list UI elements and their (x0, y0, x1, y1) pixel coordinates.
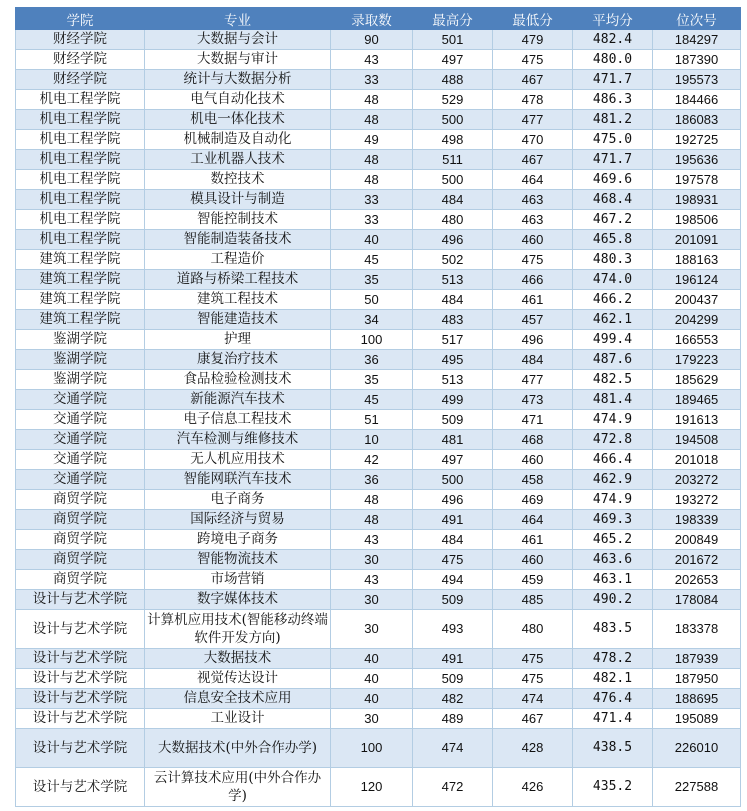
header-rank: 位次号 (653, 8, 741, 30)
cell-rank: 195636 (653, 150, 741, 170)
cell-admitted: 10 (331, 430, 413, 450)
cell-rank: 197578 (653, 170, 741, 190)
cell-min-score: 460 (493, 450, 573, 470)
cell-major: 市场营销 (145, 570, 331, 590)
cell-college: 设计与艺术学院 (16, 590, 145, 610)
cell-avg-score: 468.4 (573, 190, 653, 210)
cell-max-score: 500 (413, 170, 493, 190)
cell-college: 机电工程学院 (16, 170, 145, 190)
cell-major: 智能物流技术 (145, 550, 331, 570)
cell-min-score: 464 (493, 170, 573, 190)
cell-max-score: 483 (413, 310, 493, 330)
cell-admitted: 30 (331, 610, 413, 649)
cell-min-score: 485 (493, 590, 573, 610)
table-row (16, 669, 741, 689)
cell-min-score: 467 (493, 70, 573, 90)
cell-max-score: 498 (413, 130, 493, 150)
cell-major: 大数据与会计 (145, 30, 331, 50)
cell-max-score: 501 (413, 30, 493, 50)
cell-min-score: 426 (493, 768, 573, 807)
cell-avg-score: 435.2 (573, 768, 653, 807)
cell-min-score: 475 (493, 250, 573, 270)
cell-college: 交通学院 (16, 430, 145, 450)
cell-admitted: 48 (331, 170, 413, 190)
cell-avg-score: 490.2 (573, 590, 653, 610)
cell-college: 设计与艺术学院 (16, 768, 145, 807)
table-row (16, 729, 741, 768)
cell-college: 鉴湖学院 (16, 350, 145, 370)
cell-college: 财经学院 (16, 70, 145, 90)
cell-avg-score: 476.4 (573, 689, 653, 709)
cell-admitted: 90 (331, 30, 413, 50)
table-row (16, 390, 741, 410)
cell-max-score: 484 (413, 530, 493, 550)
cell-major: 大数据技术(中外合作办学) (145, 729, 331, 768)
cell-avg-score: 480.0 (573, 50, 653, 70)
cell-avg-score: 469.3 (573, 510, 653, 530)
cell-admitted: 50 (331, 290, 413, 310)
cell-major: 数控技术 (145, 170, 331, 190)
cell-max-score: 511 (413, 150, 493, 170)
cell-avg-score: 469.6 (573, 170, 653, 190)
cell-admitted: 42 (331, 450, 413, 470)
cell-min-score: 467 (493, 150, 573, 170)
cell-max-score: 517 (413, 330, 493, 350)
cell-major: 智能控制技术 (145, 210, 331, 230)
cell-major: 电子信息工程技术 (145, 410, 331, 430)
cell-college: 建筑工程学院 (16, 290, 145, 310)
cell-major: 工业设计 (145, 709, 331, 729)
cell-rank: 191613 (653, 410, 741, 430)
cell-rank: 195573 (653, 70, 741, 90)
cell-admitted: 36 (331, 470, 413, 490)
cell-admitted: 40 (331, 230, 413, 250)
cell-major: 电子商务 (145, 490, 331, 510)
cell-max-score: 475 (413, 550, 493, 570)
cell-max-score: 484 (413, 290, 493, 310)
cell-college: 交通学院 (16, 390, 145, 410)
table-row (16, 210, 741, 230)
cell-major: 工业机器人技术 (145, 150, 331, 170)
cell-admitted: 34 (331, 310, 413, 330)
cell-admitted: 40 (331, 689, 413, 709)
cell-major: 跨境电子商务 (145, 530, 331, 550)
cell-college: 商贸学院 (16, 530, 145, 550)
cell-admitted: 120 (331, 768, 413, 807)
cell-admitted: 43 (331, 530, 413, 550)
cell-rank: 187939 (653, 649, 741, 669)
cell-min-score: 479 (493, 30, 573, 50)
cell-max-score: 482 (413, 689, 493, 709)
cell-min-score: 477 (493, 110, 573, 130)
cell-college: 鉴湖学院 (16, 370, 145, 390)
table-row (16, 30, 741, 50)
cell-major: 机械制造及自动化 (145, 130, 331, 150)
cell-admitted: 51 (331, 410, 413, 430)
cell-min-score: 463 (493, 210, 573, 230)
cell-avg-score: 482.5 (573, 370, 653, 390)
cell-avg-score: 465.8 (573, 230, 653, 250)
cell-admitted: 43 (331, 50, 413, 70)
cell-max-score: 499 (413, 390, 493, 410)
cell-admitted: 45 (331, 250, 413, 270)
table-row (16, 430, 741, 450)
cell-avg-score: 462.1 (573, 310, 653, 330)
header-admitted: 录取数 (331, 8, 413, 30)
cell-college: 商贸学院 (16, 510, 145, 530)
cell-avg-score: 499.4 (573, 330, 653, 350)
cell-min-score: 473 (493, 390, 573, 410)
table-row (16, 410, 741, 430)
cell-min-score: 480 (493, 610, 573, 649)
cell-max-score: 502 (413, 250, 493, 270)
admission-score-table (15, 7, 741, 807)
cell-avg-score: 471.7 (573, 70, 653, 90)
cell-rank: 188695 (653, 689, 741, 709)
cell-admitted: 40 (331, 649, 413, 669)
cell-max-score: 474 (413, 729, 493, 768)
cell-min-score: 484 (493, 350, 573, 370)
table-row (16, 130, 741, 150)
cell-college: 机电工程学院 (16, 130, 145, 150)
cell-college: 机电工程学院 (16, 110, 145, 130)
cell-min-score: 477 (493, 370, 573, 390)
cell-rank: 198506 (653, 210, 741, 230)
cell-min-score: 467 (493, 709, 573, 729)
cell-college: 建筑工程学院 (16, 270, 145, 290)
cell-college: 设计与艺术学院 (16, 669, 145, 689)
cell-rank: 187390 (653, 50, 741, 70)
cell-admitted: 35 (331, 370, 413, 390)
table-row (16, 230, 741, 250)
cell-college: 设计与艺术学院 (16, 610, 145, 649)
cell-min-score: 428 (493, 729, 573, 768)
cell-college: 财经学院 (16, 50, 145, 70)
cell-rank: 201018 (653, 450, 741, 470)
cell-college: 设计与艺术学院 (16, 689, 145, 709)
cell-rank: 189465 (653, 390, 741, 410)
cell-major: 云计算技术应用(中外合作办学) (145, 768, 331, 807)
cell-admitted: 48 (331, 490, 413, 510)
cell-max-score: 493 (413, 610, 493, 649)
cell-max-score: 497 (413, 450, 493, 470)
table-row (16, 610, 741, 649)
table-row (16, 470, 741, 490)
cell-admitted: 100 (331, 729, 413, 768)
cell-college: 交通学院 (16, 450, 145, 470)
cell-major: 大数据与审计 (145, 50, 331, 70)
cell-admitted: 48 (331, 150, 413, 170)
table-row (16, 370, 741, 390)
table-row (16, 290, 741, 310)
cell-avg-score: 475.0 (573, 130, 653, 150)
cell-rank: 184297 (653, 30, 741, 50)
cell-major: 道路与桥梁工程技术 (145, 270, 331, 290)
cell-college: 设计与艺术学院 (16, 709, 145, 729)
cell-rank: 200849 (653, 530, 741, 550)
cell-rank: 200437 (653, 290, 741, 310)
cell-avg-score: 463.6 (573, 550, 653, 570)
cell-avg-score: 471.4 (573, 709, 653, 729)
cell-avg-score: 438.5 (573, 729, 653, 768)
cell-max-score: 491 (413, 510, 493, 530)
cell-major: 机电一体化技术 (145, 110, 331, 130)
cell-max-score: 513 (413, 370, 493, 390)
cell-min-score: 474 (493, 689, 573, 709)
cell-max-score: 494 (413, 570, 493, 590)
cell-min-score: 475 (493, 50, 573, 70)
table-row (16, 490, 741, 510)
header-avg-score: 平均分 (573, 8, 653, 30)
cell-rank: 193272 (653, 490, 741, 510)
cell-rank: 192725 (653, 130, 741, 150)
cell-admitted: 48 (331, 510, 413, 530)
cell-min-score: 496 (493, 330, 573, 350)
table-row (16, 350, 741, 370)
cell-rank: 203272 (653, 470, 741, 490)
cell-major: 食品检验检测技术 (145, 370, 331, 390)
table-row (16, 50, 741, 70)
cell-college: 机电工程学院 (16, 210, 145, 230)
header-min-score: 最低分 (493, 8, 573, 30)
cell-major: 国际经济与贸易 (145, 510, 331, 530)
table-row (16, 709, 741, 729)
cell-min-score: 478 (493, 90, 573, 110)
cell-max-score: 509 (413, 410, 493, 430)
cell-avg-score: 481.4 (573, 390, 653, 410)
cell-min-score: 466 (493, 270, 573, 290)
cell-college: 建筑工程学院 (16, 250, 145, 270)
cell-avg-score: 462.9 (573, 470, 653, 490)
cell-rank: 187950 (653, 669, 741, 689)
cell-admitted: 35 (331, 270, 413, 290)
cell-rank: 196124 (653, 270, 741, 290)
cell-avg-score: 474.0 (573, 270, 653, 290)
cell-major: 智能网联汽车技术 (145, 470, 331, 490)
cell-college: 商贸学院 (16, 490, 145, 510)
cell-admitted: 43 (331, 570, 413, 590)
cell-major: 无人机应用技术 (145, 450, 331, 470)
cell-college: 交通学院 (16, 410, 145, 430)
cell-admitted: 33 (331, 190, 413, 210)
table-row (16, 530, 741, 550)
cell-major: 智能制造装备技术 (145, 230, 331, 250)
cell-major: 新能源汽车技术 (145, 390, 331, 410)
table-row (16, 90, 741, 110)
table-row (16, 330, 741, 350)
cell-college: 机电工程学院 (16, 150, 145, 170)
cell-min-score: 469 (493, 490, 573, 510)
table-row (16, 190, 741, 210)
cell-major: 智能建造技术 (145, 310, 331, 330)
cell-college: 商贸学院 (16, 550, 145, 570)
cell-rank: 201672 (653, 550, 741, 570)
cell-college: 交通学院 (16, 470, 145, 490)
cell-max-score: 500 (413, 470, 493, 490)
cell-rank: 186083 (653, 110, 741, 130)
table-row (16, 768, 741, 807)
cell-rank: 198931 (653, 190, 741, 210)
cell-min-score: 459 (493, 570, 573, 590)
cell-major: 建筑工程技术 (145, 290, 331, 310)
cell-rank: 188163 (653, 250, 741, 270)
cell-major: 汽车检测与维修技术 (145, 430, 331, 450)
cell-major: 模具设计与制造 (145, 190, 331, 210)
cell-min-score: 475 (493, 649, 573, 669)
cell-rank: 194508 (653, 430, 741, 450)
cell-major: 视觉传达设计 (145, 669, 331, 689)
cell-rank: 179223 (653, 350, 741, 370)
cell-max-score: 495 (413, 350, 493, 370)
cell-max-score: 484 (413, 190, 493, 210)
cell-avg-score: 480.3 (573, 250, 653, 270)
table-row (16, 270, 741, 290)
cell-max-score: 481 (413, 430, 493, 450)
cell-rank: 185629 (653, 370, 741, 390)
cell-max-score: 500 (413, 110, 493, 130)
cell-admitted: 40 (331, 669, 413, 689)
table-row (16, 570, 741, 590)
cell-min-score: 464 (493, 510, 573, 530)
cell-major: 统计与大数据分析 (145, 70, 331, 90)
cell-admitted: 30 (331, 590, 413, 610)
cell-college: 财经学院 (16, 30, 145, 50)
cell-admitted: 48 (331, 90, 413, 110)
table-body (16, 30, 741, 807)
cell-college: 商贸学院 (16, 570, 145, 590)
cell-college: 机电工程学院 (16, 190, 145, 210)
table-row (16, 150, 741, 170)
cell-college: 鉴湖学院 (16, 330, 145, 350)
table-row (16, 689, 741, 709)
cell-admitted: 30 (331, 550, 413, 570)
table-row (16, 450, 741, 470)
table-row (16, 170, 741, 190)
cell-max-score: 509 (413, 590, 493, 610)
cell-max-score: 513 (413, 270, 493, 290)
cell-major: 数字媒体技术 (145, 590, 331, 610)
cell-min-score: 458 (493, 470, 573, 490)
cell-min-score: 457 (493, 310, 573, 330)
cell-max-score: 480 (413, 210, 493, 230)
cell-rank: 183378 (653, 610, 741, 649)
cell-avg-score: 474.9 (573, 410, 653, 430)
cell-avg-score: 481.2 (573, 110, 653, 130)
cell-rank: 201091 (653, 230, 741, 250)
cell-admitted: 36 (331, 350, 413, 370)
cell-college: 机电工程学院 (16, 90, 145, 110)
cell-min-score: 468 (493, 430, 573, 450)
cell-max-score: 488 (413, 70, 493, 90)
cell-min-score: 470 (493, 130, 573, 150)
table-row (16, 110, 741, 130)
cell-rank: 227588 (653, 768, 741, 807)
cell-college: 建筑工程学院 (16, 310, 145, 330)
cell-college: 设计与艺术学院 (16, 649, 145, 669)
cell-avg-score: 466.4 (573, 450, 653, 470)
cell-min-score: 471 (493, 410, 573, 430)
cell-max-score: 496 (413, 230, 493, 250)
cell-admitted: 33 (331, 210, 413, 230)
table-header-row (16, 8, 741, 30)
header-max-score: 最高分 (413, 8, 493, 30)
cell-max-score: 529 (413, 90, 493, 110)
cell-major: 护理 (145, 330, 331, 350)
table-row (16, 70, 741, 90)
cell-admitted: 45 (331, 390, 413, 410)
admission-table-container (15, 7, 740, 807)
table-row (16, 550, 741, 570)
cell-min-score: 463 (493, 190, 573, 210)
cell-avg-score: 465.2 (573, 530, 653, 550)
cell-avg-score: 482.1 (573, 669, 653, 689)
cell-avg-score: 482.4 (573, 30, 653, 50)
cell-min-score: 461 (493, 530, 573, 550)
cell-admitted: 100 (331, 330, 413, 350)
cell-avg-score: 478.2 (573, 649, 653, 669)
cell-min-score: 460 (493, 230, 573, 250)
table-row (16, 310, 741, 330)
cell-major: 大数据技术 (145, 649, 331, 669)
cell-rank: 178084 (653, 590, 741, 610)
cell-avg-score: 474.9 (573, 490, 653, 510)
table-row (16, 510, 741, 530)
cell-rank: 204299 (653, 310, 741, 330)
cell-avg-score: 472.8 (573, 430, 653, 450)
cell-rank: 184466 (653, 90, 741, 110)
cell-avg-score: 483.5 (573, 610, 653, 649)
cell-major: 工程造价 (145, 250, 331, 270)
cell-college: 机电工程学院 (16, 230, 145, 250)
cell-admitted: 30 (331, 709, 413, 729)
cell-major: 康复治疗技术 (145, 350, 331, 370)
cell-college: 设计与艺术学院 (16, 729, 145, 768)
cell-admitted: 49 (331, 130, 413, 150)
cell-min-score: 461 (493, 290, 573, 310)
header-college: 学院 (16, 8, 145, 30)
cell-min-score: 475 (493, 669, 573, 689)
header-major: 专业 (145, 8, 331, 30)
table-row (16, 590, 741, 610)
cell-max-score: 491 (413, 649, 493, 669)
cell-max-score: 496 (413, 490, 493, 510)
cell-major: 计算机应用技术(智能移动终端软件开发方向) (145, 610, 331, 649)
cell-max-score: 489 (413, 709, 493, 729)
cell-max-score: 509 (413, 669, 493, 689)
cell-avg-score: 463.1 (573, 570, 653, 590)
cell-avg-score: 486.3 (573, 90, 653, 110)
cell-major: 信息安全技术应用 (145, 689, 331, 709)
cell-rank: 198339 (653, 510, 741, 530)
cell-admitted: 48 (331, 110, 413, 130)
cell-rank: 202653 (653, 570, 741, 590)
table-row (16, 250, 741, 270)
cell-min-score: 460 (493, 550, 573, 570)
table-row (16, 649, 741, 669)
cell-rank: 195089 (653, 709, 741, 729)
cell-avg-score: 487.6 (573, 350, 653, 370)
cell-max-score: 497 (413, 50, 493, 70)
cell-rank: 226010 (653, 729, 741, 768)
cell-avg-score: 471.7 (573, 150, 653, 170)
cell-avg-score: 467.2 (573, 210, 653, 230)
cell-rank: 166553 (653, 330, 741, 350)
cell-avg-score: 466.2 (573, 290, 653, 310)
cell-admitted: 33 (331, 70, 413, 90)
cell-max-score: 472 (413, 768, 493, 807)
cell-major: 电气自动化技术 (145, 90, 331, 110)
